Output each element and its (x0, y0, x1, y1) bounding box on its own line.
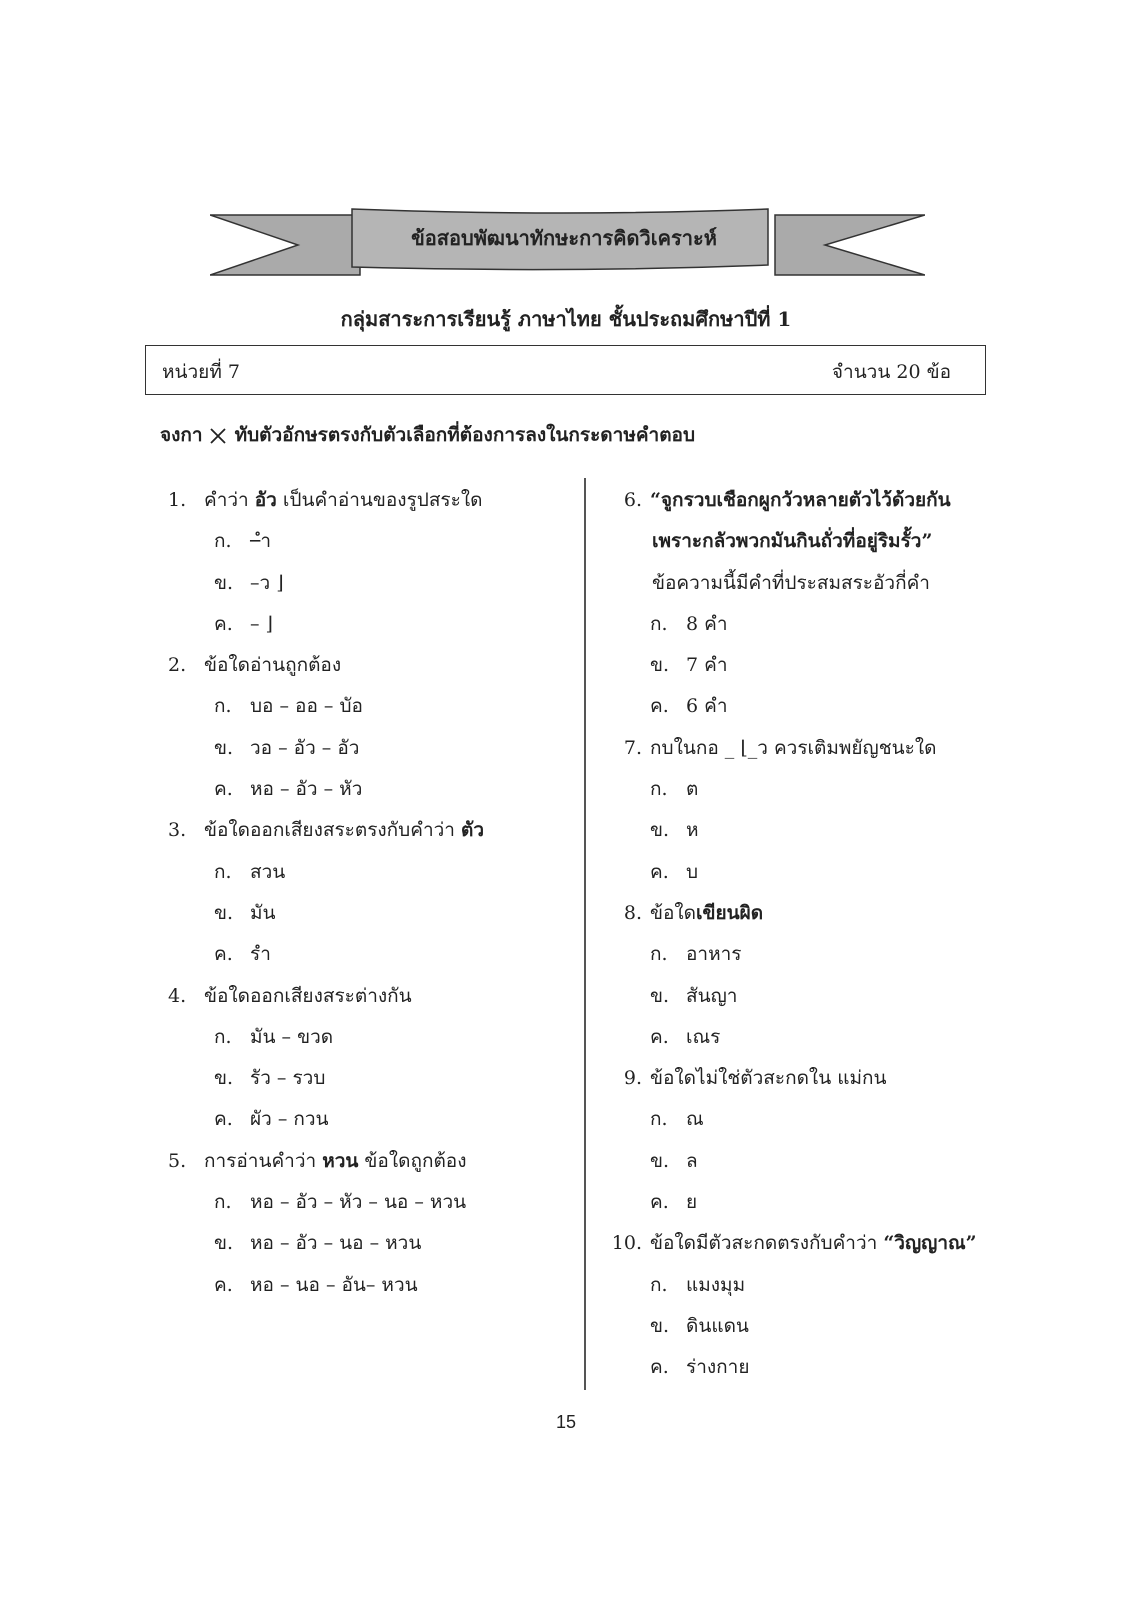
option-c[interactable] (168, 934, 568, 975)
text: ย (686, 1191, 698, 1214)
text: 7. (623, 736, 642, 759)
option-c[interactable] (596, 852, 1016, 893)
question-8 (596, 893, 1016, 934)
text: หวน (322, 1149, 359, 1172)
question-2 (168, 645, 568, 686)
instruction (160, 420, 695, 450)
text: 7 คำ (686, 654, 728, 677)
text: ข. (650, 654, 670, 677)
question-4 (168, 976, 568, 1017)
text: ก. (214, 695, 232, 718)
option-b[interactable] (168, 893, 568, 934)
text: 3. (168, 819, 187, 842)
option-c[interactable] (168, 1099, 568, 1140)
text: อาหาร (686, 943, 742, 966)
text: ข. (650, 1149, 670, 1172)
question-text: เป็นคำอ่านของรูปสระใด (276, 489, 483, 511)
text: เขียนผิด (696, 901, 764, 924)
text: ข. (214, 1067, 234, 1090)
text: หอ – อัว – หัว (250, 778, 363, 801)
text: มัน – ขวด (250, 1025, 334, 1048)
text: ข้อใด (650, 901, 697, 924)
question-number: 1. (168, 489, 187, 511)
text: 6 คำ (686, 695, 728, 718)
option-c[interactable] (596, 1182, 1016, 1223)
text: 4. (168, 984, 187, 1007)
question-9 (596, 1058, 1016, 1099)
text: ดินแดน (686, 1314, 749, 1337)
text: ค. (650, 1191, 669, 1214)
text: ล (686, 1149, 698, 1172)
question-7 (596, 728, 1016, 769)
text: ค. (650, 1356, 669, 1379)
text: ค. (214, 943, 233, 966)
text: ข้อใดออกเสียงสระต่างกัน (204, 984, 412, 1007)
text: ก. (650, 1273, 668, 1296)
text: ก. (650, 1108, 668, 1131)
text: ค. (650, 1025, 669, 1048)
text: ข. (214, 736, 234, 759)
text: ค. (214, 778, 233, 801)
text: ข้อใดออกเสียงสระตรงกับคำว่า (204, 819, 461, 842)
text: ก. (214, 1191, 232, 1214)
text: –ำ (250, 530, 272, 553)
text: ร่างกาย (686, 1356, 750, 1379)
option-c[interactable] (168, 769, 568, 810)
text: รำ (250, 943, 271, 966)
text: บ (686, 860, 699, 883)
text: – ⌋ (250, 612, 273, 635)
text: การอ่านคำว่า (204, 1149, 323, 1172)
text: ค. (214, 1273, 233, 1296)
question-10 (596, 1223, 1016, 1264)
option-b[interactable] (168, 1223, 568, 1264)
option-b[interactable] (168, 563, 568, 604)
option-b[interactable] (168, 1058, 568, 1099)
text: สวน (250, 860, 286, 883)
text: ข. (214, 901, 234, 924)
subject-heading: กลุ่มสาระการเรียนรู้ ภาษาไทย ชั้นประถมศึกษาปีที่ 1 (340, 307, 792, 331)
text: ตัว (461, 819, 485, 842)
option-a[interactable] (168, 1182, 568, 1223)
option-a[interactable] (168, 686, 568, 727)
option-a[interactable] (168, 852, 568, 893)
text: แมงมุม (686, 1273, 746, 1296)
option-c[interactable] (168, 604, 568, 645)
option-c[interactable] (596, 1347, 1016, 1388)
option-a[interactable] (596, 934, 1016, 975)
option-b[interactable] (168, 728, 568, 769)
text: “วิญญาณ” (883, 1232, 977, 1255)
question-6-line-2: เพราะกลัวพวกมันกินถั่วที่อยู่ริมรั้ว” (652, 530, 933, 553)
option-a[interactable] (596, 1099, 1016, 1140)
text: เณร (686, 1025, 721, 1048)
text: ห (686, 819, 699, 842)
text: หอ – อัว – นอ – หวน (250, 1232, 422, 1255)
option-b[interactable] (596, 1306, 1016, 1347)
text: 10. (611, 1232, 642, 1255)
text: วอ – อัว – อัว (250, 736, 360, 759)
text: ข. (650, 819, 670, 842)
question-keyword: อัว (254, 489, 277, 511)
text: ค. (214, 1108, 233, 1131)
text: ข. (214, 1232, 234, 1255)
text: 8 คำ (686, 612, 728, 635)
text: 2. (168, 654, 187, 677)
text: ค. (214, 612, 233, 635)
text: ก. (214, 1025, 232, 1048)
text: ก. (650, 943, 668, 966)
instruction-before: จงกา (160, 424, 203, 446)
question-6-line-3: ข้อความนี้มีคำที่ประสมสระอัวกี่คำ (652, 571, 930, 594)
option-c[interactable] (596, 686, 1016, 727)
text: ต (686, 778, 699, 801)
text: หอ – อัว – หัว – นอ – หวน (250, 1191, 467, 1214)
question-count: จำนวน 20 ข้อ (831, 361, 951, 383)
text: หอ – นอ – อัน– หวน (250, 1273, 418, 1296)
text: มัน (250, 901, 276, 924)
text: ค. (650, 860, 669, 883)
right-column (596, 480, 1016, 1389)
question-1 (168, 480, 568, 521)
text: 6. (623, 489, 642, 511)
text: ข้อใดไม่ใช่ตัวสะกดใน แม่กน (650, 1067, 887, 1090)
text: ข. (214, 571, 234, 594)
text: ค. (650, 695, 669, 718)
instruction-after: ทับตัวอักษรตรงกับตัวเลือกที่ต้องการลงในกระดาษคำตอบ (234, 424, 696, 446)
unit-label: หน่วยที่ 7 (162, 361, 240, 383)
option-b[interactable] (596, 1141, 1016, 1182)
left-column (168, 480, 568, 1306)
text: กบในกอ _ ⌊_ว ควรเติมพยัญชนะใด (650, 736, 937, 759)
text: ก. (214, 860, 232, 883)
text: รัว – รวบ (250, 1067, 326, 1090)
text: ณ (686, 1108, 704, 1131)
option-a[interactable] (596, 604, 1016, 645)
option-b[interactable] (596, 976, 1016, 1017)
column-divider (584, 478, 586, 1390)
text: ข. (650, 984, 670, 1007)
text: 9. (623, 1067, 642, 1090)
option-c[interactable] (596, 1017, 1016, 1058)
unit-info-box (145, 345, 986, 395)
text: ข้อใดอ่านถูกต้อง (204, 654, 342, 677)
text: ข. (650, 1314, 670, 1337)
option-a[interactable] (168, 521, 568, 562)
text: ผัว – กวน (250, 1108, 329, 1131)
option-c[interactable] (168, 1265, 568, 1306)
banner-title: ข้อสอบพัฒนาทักษะการคิดวิเคราะห์ (411, 226, 717, 250)
question-6 (596, 480, 1016, 521)
text: 8. (623, 901, 642, 924)
text: ก. (650, 612, 668, 635)
question-5 (168, 1141, 568, 1182)
option-b[interactable] (596, 645, 1016, 686)
option-a[interactable] (168, 1017, 568, 1058)
question-text: คำว่า (204, 489, 255, 511)
option-b[interactable] (596, 810, 1016, 851)
text: สันญา (686, 984, 738, 1007)
option-a[interactable] (596, 769, 1016, 810)
option-a[interactable] (596, 1265, 1016, 1306)
text: ข้อใดมีตัวสะกดตรงกับคำว่า (650, 1232, 884, 1255)
cross-mark-icon (209, 427, 227, 445)
question-3 (168, 810, 568, 851)
title-banner (210, 205, 925, 285)
text: “จูกรวบเชือกผูกวัวหลายตัวไว้ด้วยกัน (650, 489, 951, 511)
text: ข้อใดถูกต้อง (358, 1149, 467, 1172)
text: บอ – ออ – บัอ (250, 695, 363, 718)
text: 5. (168, 1149, 187, 1172)
text: –ว ⌋ (250, 571, 284, 594)
text: ก. (214, 530, 232, 553)
text: ก. (650, 778, 668, 801)
page-number: 15 (555, 1412, 577, 1432)
